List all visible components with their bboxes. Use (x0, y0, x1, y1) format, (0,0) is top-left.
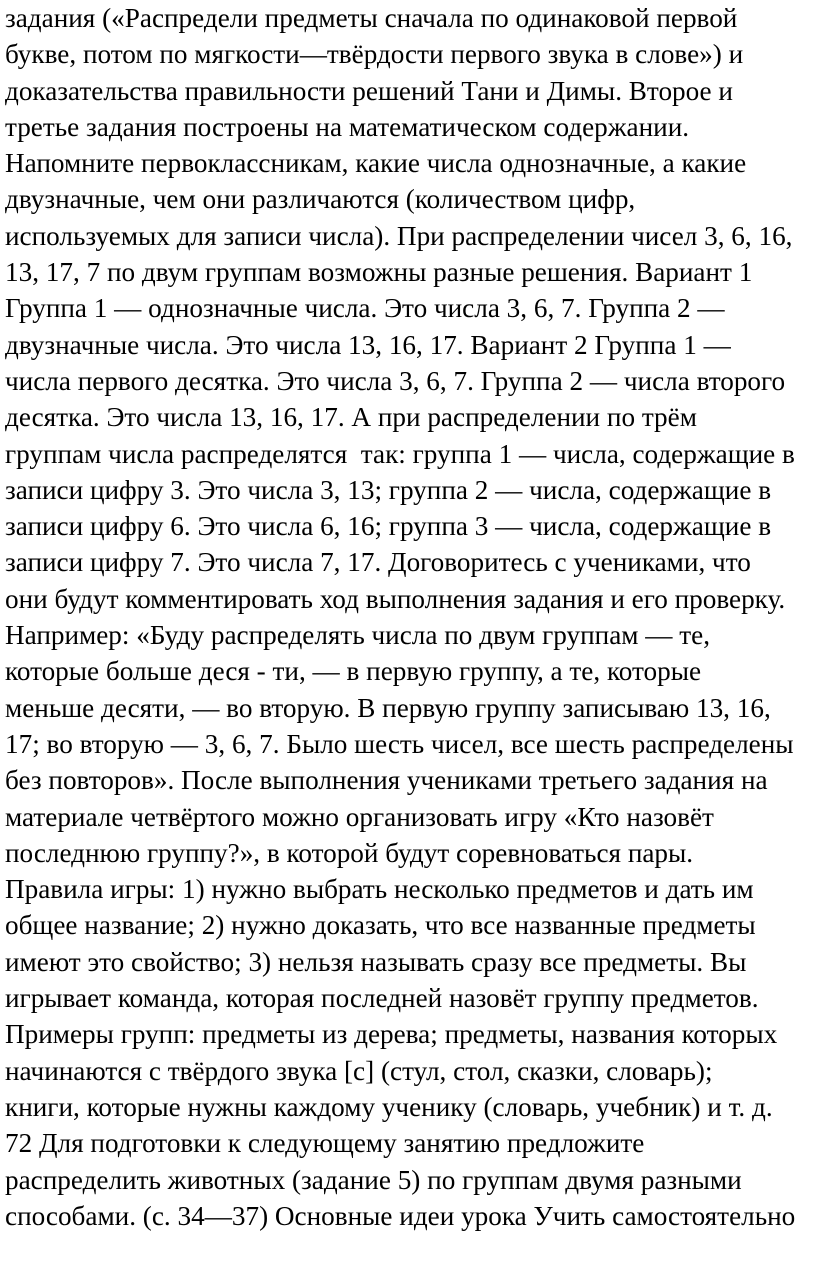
text-line: десятка. Это числа 13, 16, 17. А при распределении по трём (5, 402, 697, 433)
text-line: Правила игры: 1) нужно выбрать несколько предметов и дать им (5, 874, 754, 905)
text-line: Например: «Буду распределять числа по двум группам — те, (5, 620, 711, 651)
text-line: способами. (с. 34—37) Основные идеи урока Учить самостоятельно (5, 1200, 796, 1231)
text-line: последнюю группу?», в которой будут соревноваться пары. (5, 837, 694, 868)
text-line: общее название; 2) нужно доказать, что все названные предметы (5, 910, 756, 941)
text-line: задания («Распредели предметы сначала по одинаковой первой (5, 3, 738, 33)
text-line: третье задания построены на математическом содержании. (5, 111, 690, 142)
text-line: они будут комментировать ход выполнения задания и его проверку. (5, 583, 786, 614)
text-line: используемых для записи числа). При распределении чисел 3, 6, 16, (5, 220, 793, 251)
text-line: двузначные числа. Это числа 13, 16, 17. Вариант 2 Группа 1 — (5, 329, 731, 360)
text-line: числа первого десятка. Это числа 3, 6, 7. Группа 2 — числа второго (5, 365, 786, 396)
text-line: Примеры групп: предметы из дерева; предметы, названия которых (5, 1019, 778, 1050)
text-line: Напомните первоклассникам, какие числа однозначные, а какие (5, 148, 747, 179)
text-line: двузначные, чем они различаются (количеством цифр, (5, 184, 636, 215)
text-line: материале четвёртого можно организовать игру «Кто назовёт (5, 801, 714, 832)
document-body-text (5, 0, 813, 1234)
text-line: доказательства правильности решений Тани и Димы. Второе и (5, 75, 733, 106)
text-line: имеют это свойство; 3) нельзя называть сразу все предметы. Вы (5, 946, 747, 977)
text-line: записи цифру 7. Это числа 7, 17. Договоритесь с учениками, что (5, 547, 751, 578)
text-line: книги, которые нужны каждому ученику (словарь, учебник) и т. д. (5, 1091, 773, 1122)
text-line: которые больше деся - ти, — в первую группу, а те, которые (5, 656, 702, 687)
text-line: записи цифру 6. Это числа 6, 16; группа 3 — числа, содержащие в (5, 511, 772, 542)
text-line: 13, 17, 7 по двум группам возможны разные решения. Вариант 1 (5, 257, 753, 288)
text-line: букве, потом по мягкости—твёрдости первого звука в слове») и (5, 39, 744, 70)
text-line: 17; во вторую — 3, 6, 7. Было шесть чисел, все шесть распределены (5, 728, 794, 759)
text-line: 72 Для подготовки к следующему занятию предложите (5, 1128, 645, 1159)
text-line: меньше десяти, — во вторую. В первую группу записываю 13, 16, (5, 692, 771, 723)
text-line: начинаются с твёрдого звука [с] (стул, стол, сказки, словарь); (5, 1055, 713, 1086)
text-line: Группа 1 — однозначные числа. Это числа 3, 6, 7. Группа 2 — (5, 293, 725, 324)
text-line: группам числа распределятся так: группа 1 — числа, содержащие в (5, 438, 795, 469)
text-line: без повторов». После выполнения учениками третьего задания на (5, 765, 768, 796)
text-line: игрывает команда, которая последней назовёт группу предметов. (5, 983, 759, 1014)
text-line: записи цифру 3. Это числа 3, 13; группа 2 — числа, содержащие в (5, 474, 772, 505)
text-line: распределить животных (задание 5) по группам двумя разными (5, 1164, 742, 1195)
